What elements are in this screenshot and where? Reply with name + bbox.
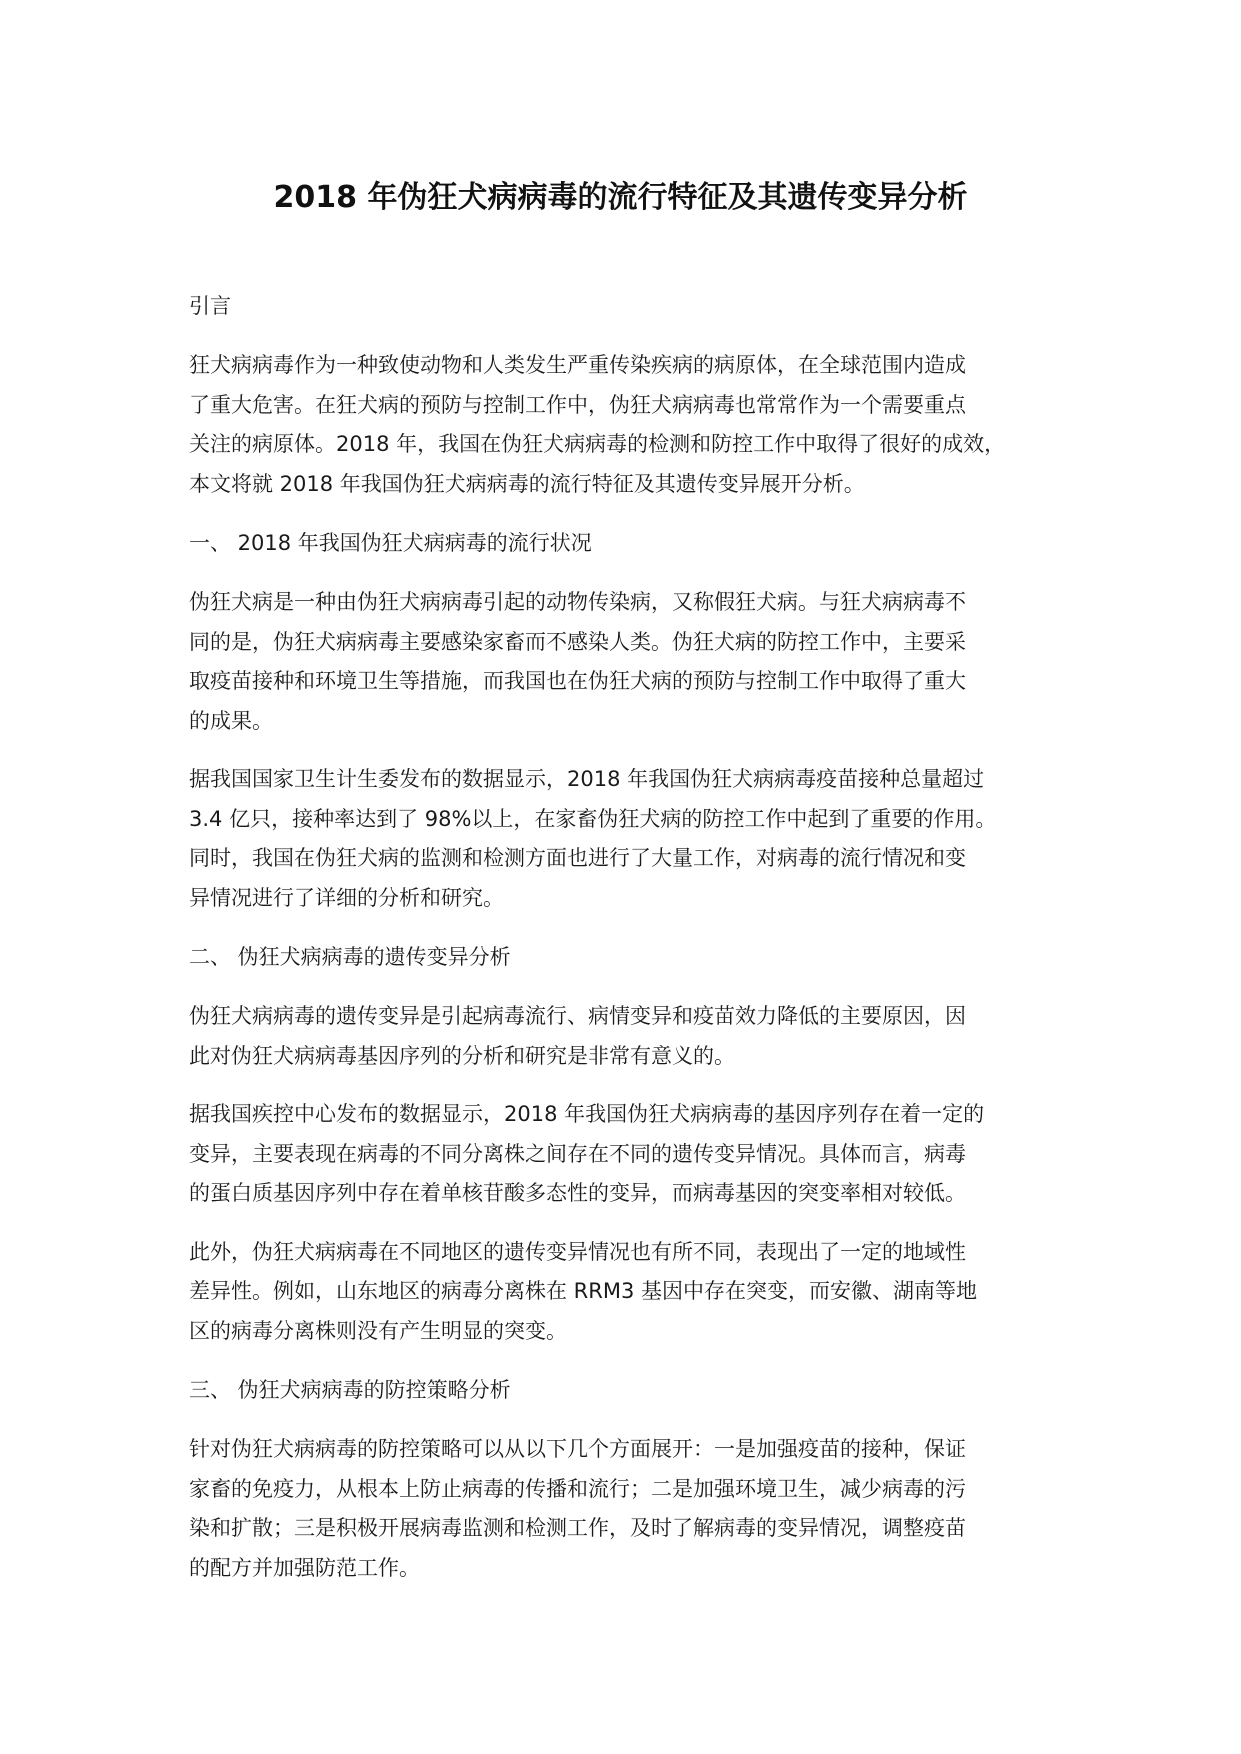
section-heading: 引言 <box>189 294 231 318</box>
paragraph <box>189 583 1089 741</box>
section-heading: 二、 伪狂犬病病毒的遗传变异分析 <box>189 945 511 969</box>
paragraph-line: 异情况进行了详细的分析和研究。 <box>189 885 504 910</box>
section-epidemic-status <box>189 523 1089 918</box>
paragraph <box>189 760 1089 918</box>
paragraph-line: 家畜的免疫力，从根本上防止病毒的传播和流行；二是加强环境卫生，减少病毒的污 <box>189 1476 966 1501</box>
paragraph-line: 取疫苗接种和环境卫生等措施，而我国也在伪狂犬病的预防与控制工作中取得了重大 <box>189 669 966 693</box>
paragraph-line: 的配方并加强防范工作。 <box>189 1555 420 1580</box>
section-heading: 三、 伪狂犬病病毒的防控策略分析 <box>189 1378 511 1402</box>
paragraph-line: 此对伪狂犬病病毒基因序列的分析和研究是非常有意义的。 <box>189 1043 735 1068</box>
paragraph-line: 变异，主要表现在病毒的不同分离株之间存在不同的遗传变异情况。具体而言，病毒 <box>189 1141 966 1166</box>
paragraph-line: 此外，伪狂犬病病毒在不同地区的遗传变异情况也有所不同，表现出了一定的地域性 <box>189 1239 966 1264</box>
paragraph <box>189 1095 1089 1214</box>
paragraph <box>189 1233 1089 1352</box>
paragraph-line: 狂犬病病毒作为一种致使动物和人类发生严重传染疾病的病原体，在全球范围内造成 <box>189 353 966 377</box>
paragraph-line: 了重大危害。在狂犬病的预防与控制工作中，伪狂犬病病毒也常常作为一个需要重点 <box>189 392 966 417</box>
section-heading: 一、 2018 年我国伪狂犬病病毒的流行状况 <box>189 531 592 555</box>
paragraph-line: 染和扩散；三是积极开展病毒监测和检测工作，及时了解病毒的变异情况，调整疫苗 <box>189 1516 966 1540</box>
section-introduction <box>189 286 1089 504</box>
paragraph-line: 的成果。 <box>189 708 273 733</box>
paragraph-line: 伪狂犬病病毒的遗传变异是引起病毒流行、病情变异和疫苗效力降低的主要原因，因 <box>189 1004 966 1028</box>
document-title: 2018 年伪狂犬病病毒的流行特征及其遗传变异分析 <box>273 180 968 215</box>
paragraph-line: 区的病毒分离株则没有产生明显的突变。 <box>189 1318 567 1343</box>
paragraph-line: 3.4 亿只，接种率达到了 98%以上，在家畜伪狂犬病的防控工作中起到了重要的作用。 <box>189 806 997 831</box>
paragraph <box>189 997 1089 1076</box>
section-control-strategy <box>189 1370 1089 1588</box>
paragraph-line: 本文将就 2018 年我国伪狂犬病病毒的流行特征及其遗传变异展开分析。 <box>189 471 865 496</box>
paragraph-line: 据我国国家卫生计生委发布的数据显示，2018 年我国伪狂犬病病毒疫苗接种总量超过 <box>189 767 985 791</box>
paragraph <box>189 346 1089 504</box>
document-body <box>189 286 1089 1588</box>
paragraph <box>189 1430 1089 1588</box>
section-genetic-variation <box>189 937 1089 1351</box>
paragraph-line: 同的是，伪狂犬病病毒主要感染家畜而不感染人类。伪狂犬病的防控工作中，主要采 <box>189 629 966 654</box>
paragraph-line: 关注的病原体。2018 年，我国在伪狂犬病病毒的检测和防控工作中取得了很好的成效， <box>189 432 1006 456</box>
paragraph-line: 同时，我国在伪狂犬病的监测和检测方面也进行了大量工作，对病毒的流行情况和变 <box>189 846 966 870</box>
paragraph-line: 针对伪狂犬病病毒的防控策略可以从以下几个方面展开：一是加强疫苗的接种，保证 <box>189 1437 966 1461</box>
paragraph-line: 的蛋白质基因序列中存在着单核苷酸多态性的变异，而病毒基因的突变率相对较低。 <box>189 1181 966 1205</box>
paragraph-line: 差异性。例如，山东地区的病毒分离株在 RRM3 基因中存在突变，而安徽、湖南等地 <box>189 1279 978 1303</box>
paragraph-line: 伪狂犬病是一种由伪狂犬病病毒引起的动物传染病，又称假狂犬病。与狂犬病病毒不 <box>189 590 966 614</box>
paragraph-line: 据我国疾控中心发布的数据显示，2018 年我国伪狂犬病病毒的基因序列存在着一定的 <box>189 1102 985 1126</box>
